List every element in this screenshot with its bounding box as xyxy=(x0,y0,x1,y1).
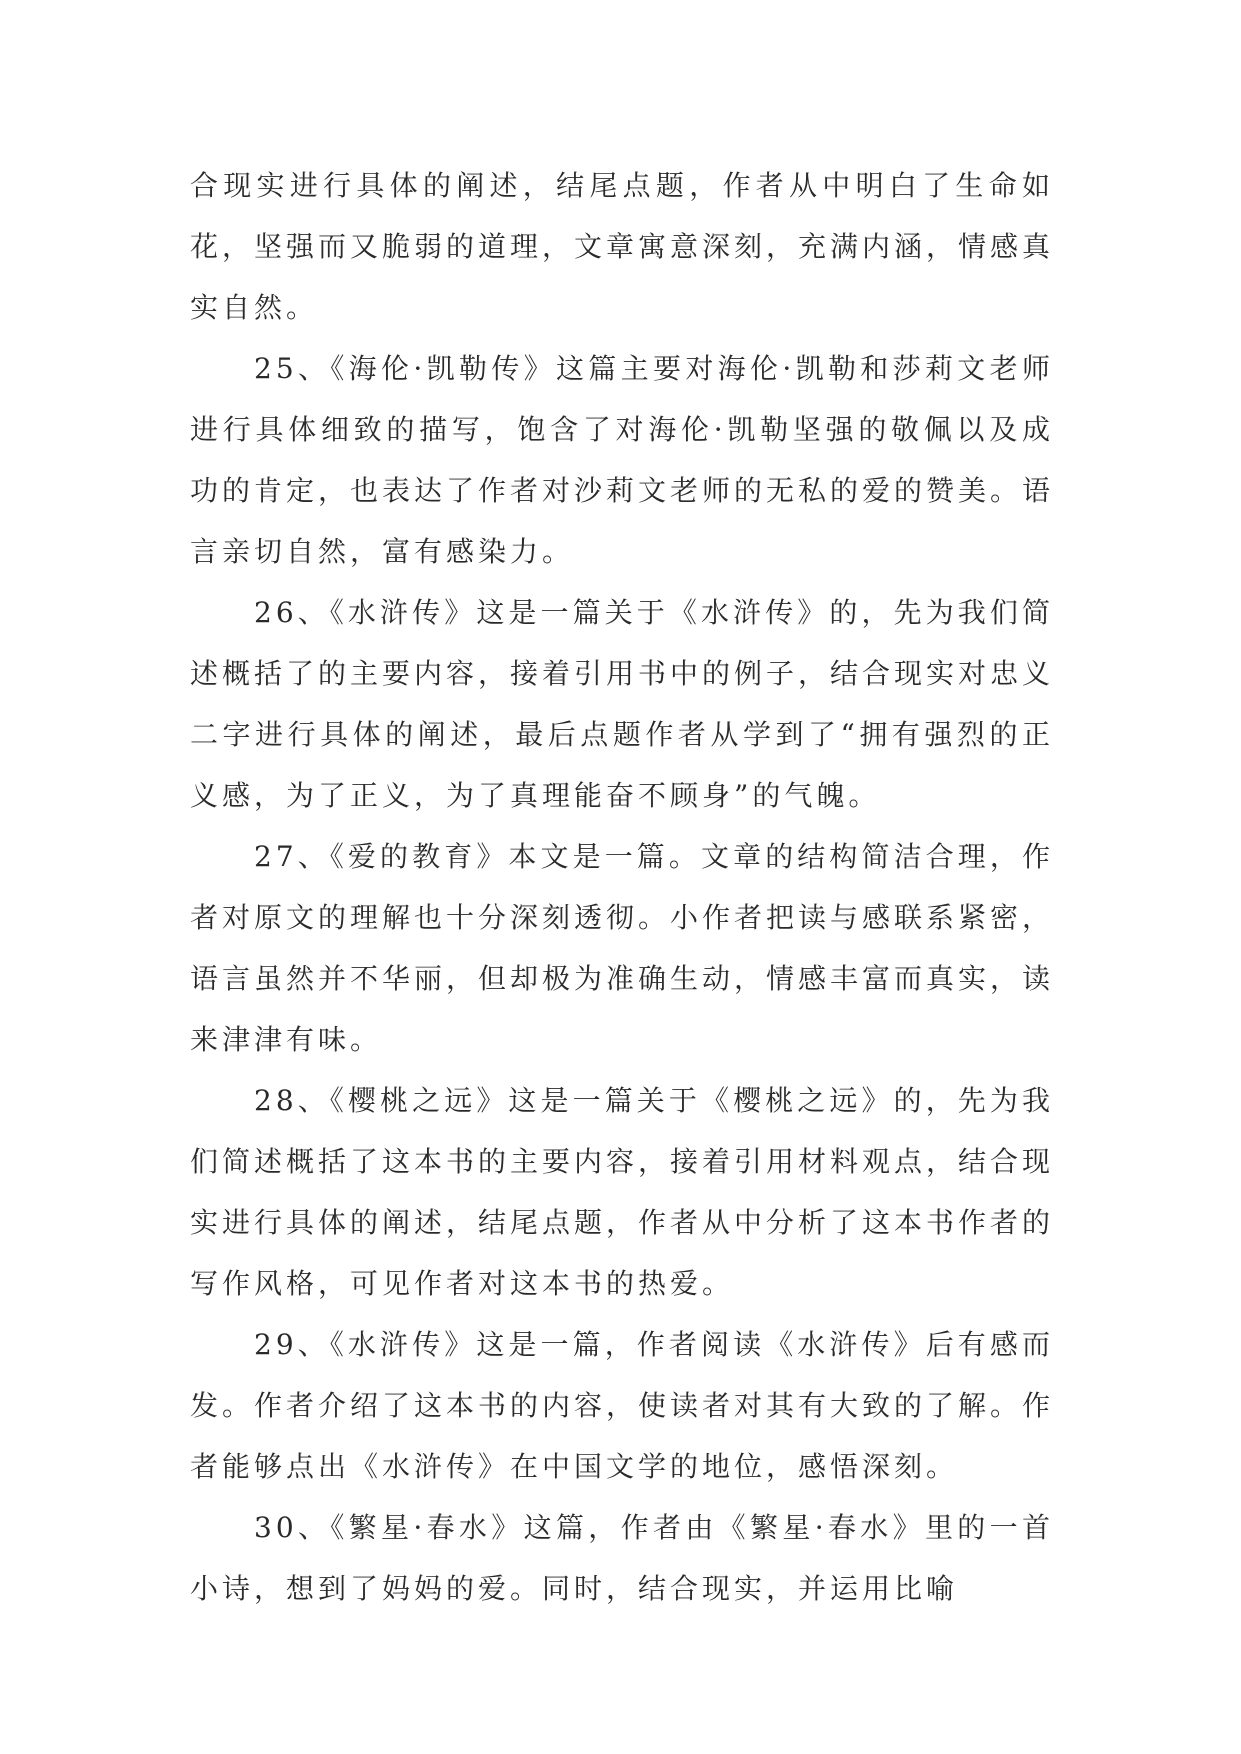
paragraph-26: 26、《水浒传》这是一篇关于《水浒传》的，先为我们简述概括了的主要内容，接着引用书中的例子，结合现实对忠义二字进行具体的阐述，最后点题作者从学到了“拥有强烈的正义感，为了正义，为了真理能奋不顾身”的气魄。 xyxy=(190,596,1055,812)
paragraph-27: 27、《爱的教育》本文是一篇。文章的结构简洁合理，作者对原文的理解也十分深刻透彻。小作者把读与感联系紧密，语言虽然并不华丽，但却极为准确生动，情感丰富而真实，读来津津有味。 xyxy=(190,840,1055,1056)
paragraph-28: 28、《樱桃之远》这是一篇关于《樱桃之远》的，先为我们简述概括了这本书的主要内容，接着引用材料观点，结合现实进行具体的阐述，结尾点题，作者从中分析了这本书作者的写作风格，可见作者对这本书的热爱。 xyxy=(190,1084,1055,1300)
paragraph-continuation: 合现实进行具体的阐述，结尾点题，作者从中明白了生命如花，坚强而又脆弱的道理，文章寓意深刻，充满内涵，情感真实自然。 xyxy=(190,169,1055,324)
paragraph-30: 30、《繁星·春水》这篇，作者由《繁星·春水》里的一首小诗，想到了妈妈的爱。同时，结合现实，并运用比喻 xyxy=(190,1511,1054,1605)
body-text xyxy=(190,155,1054,1619)
paragraph-25: 25、《海伦·凯勒传》这篇主要对海伦·凯勒和莎莉文老师进行具体细致的描写，饱含了对海伦·凯勒坚强的敬佩以及成功的肯定，也表达了作者对沙莉文老师的无私的爱的赞美。语言亲切自然，富有感染力。 xyxy=(190,352,1055,568)
paragraph-29: 29、《水浒传》这是一篇，作者阅读《水浒传》后有感而发。作者介绍了这本书的内容，使读者对其有大致的了解。作者能够点出《水浒传》在中国文学的地位，感悟深刻。 xyxy=(190,1328,1055,1483)
